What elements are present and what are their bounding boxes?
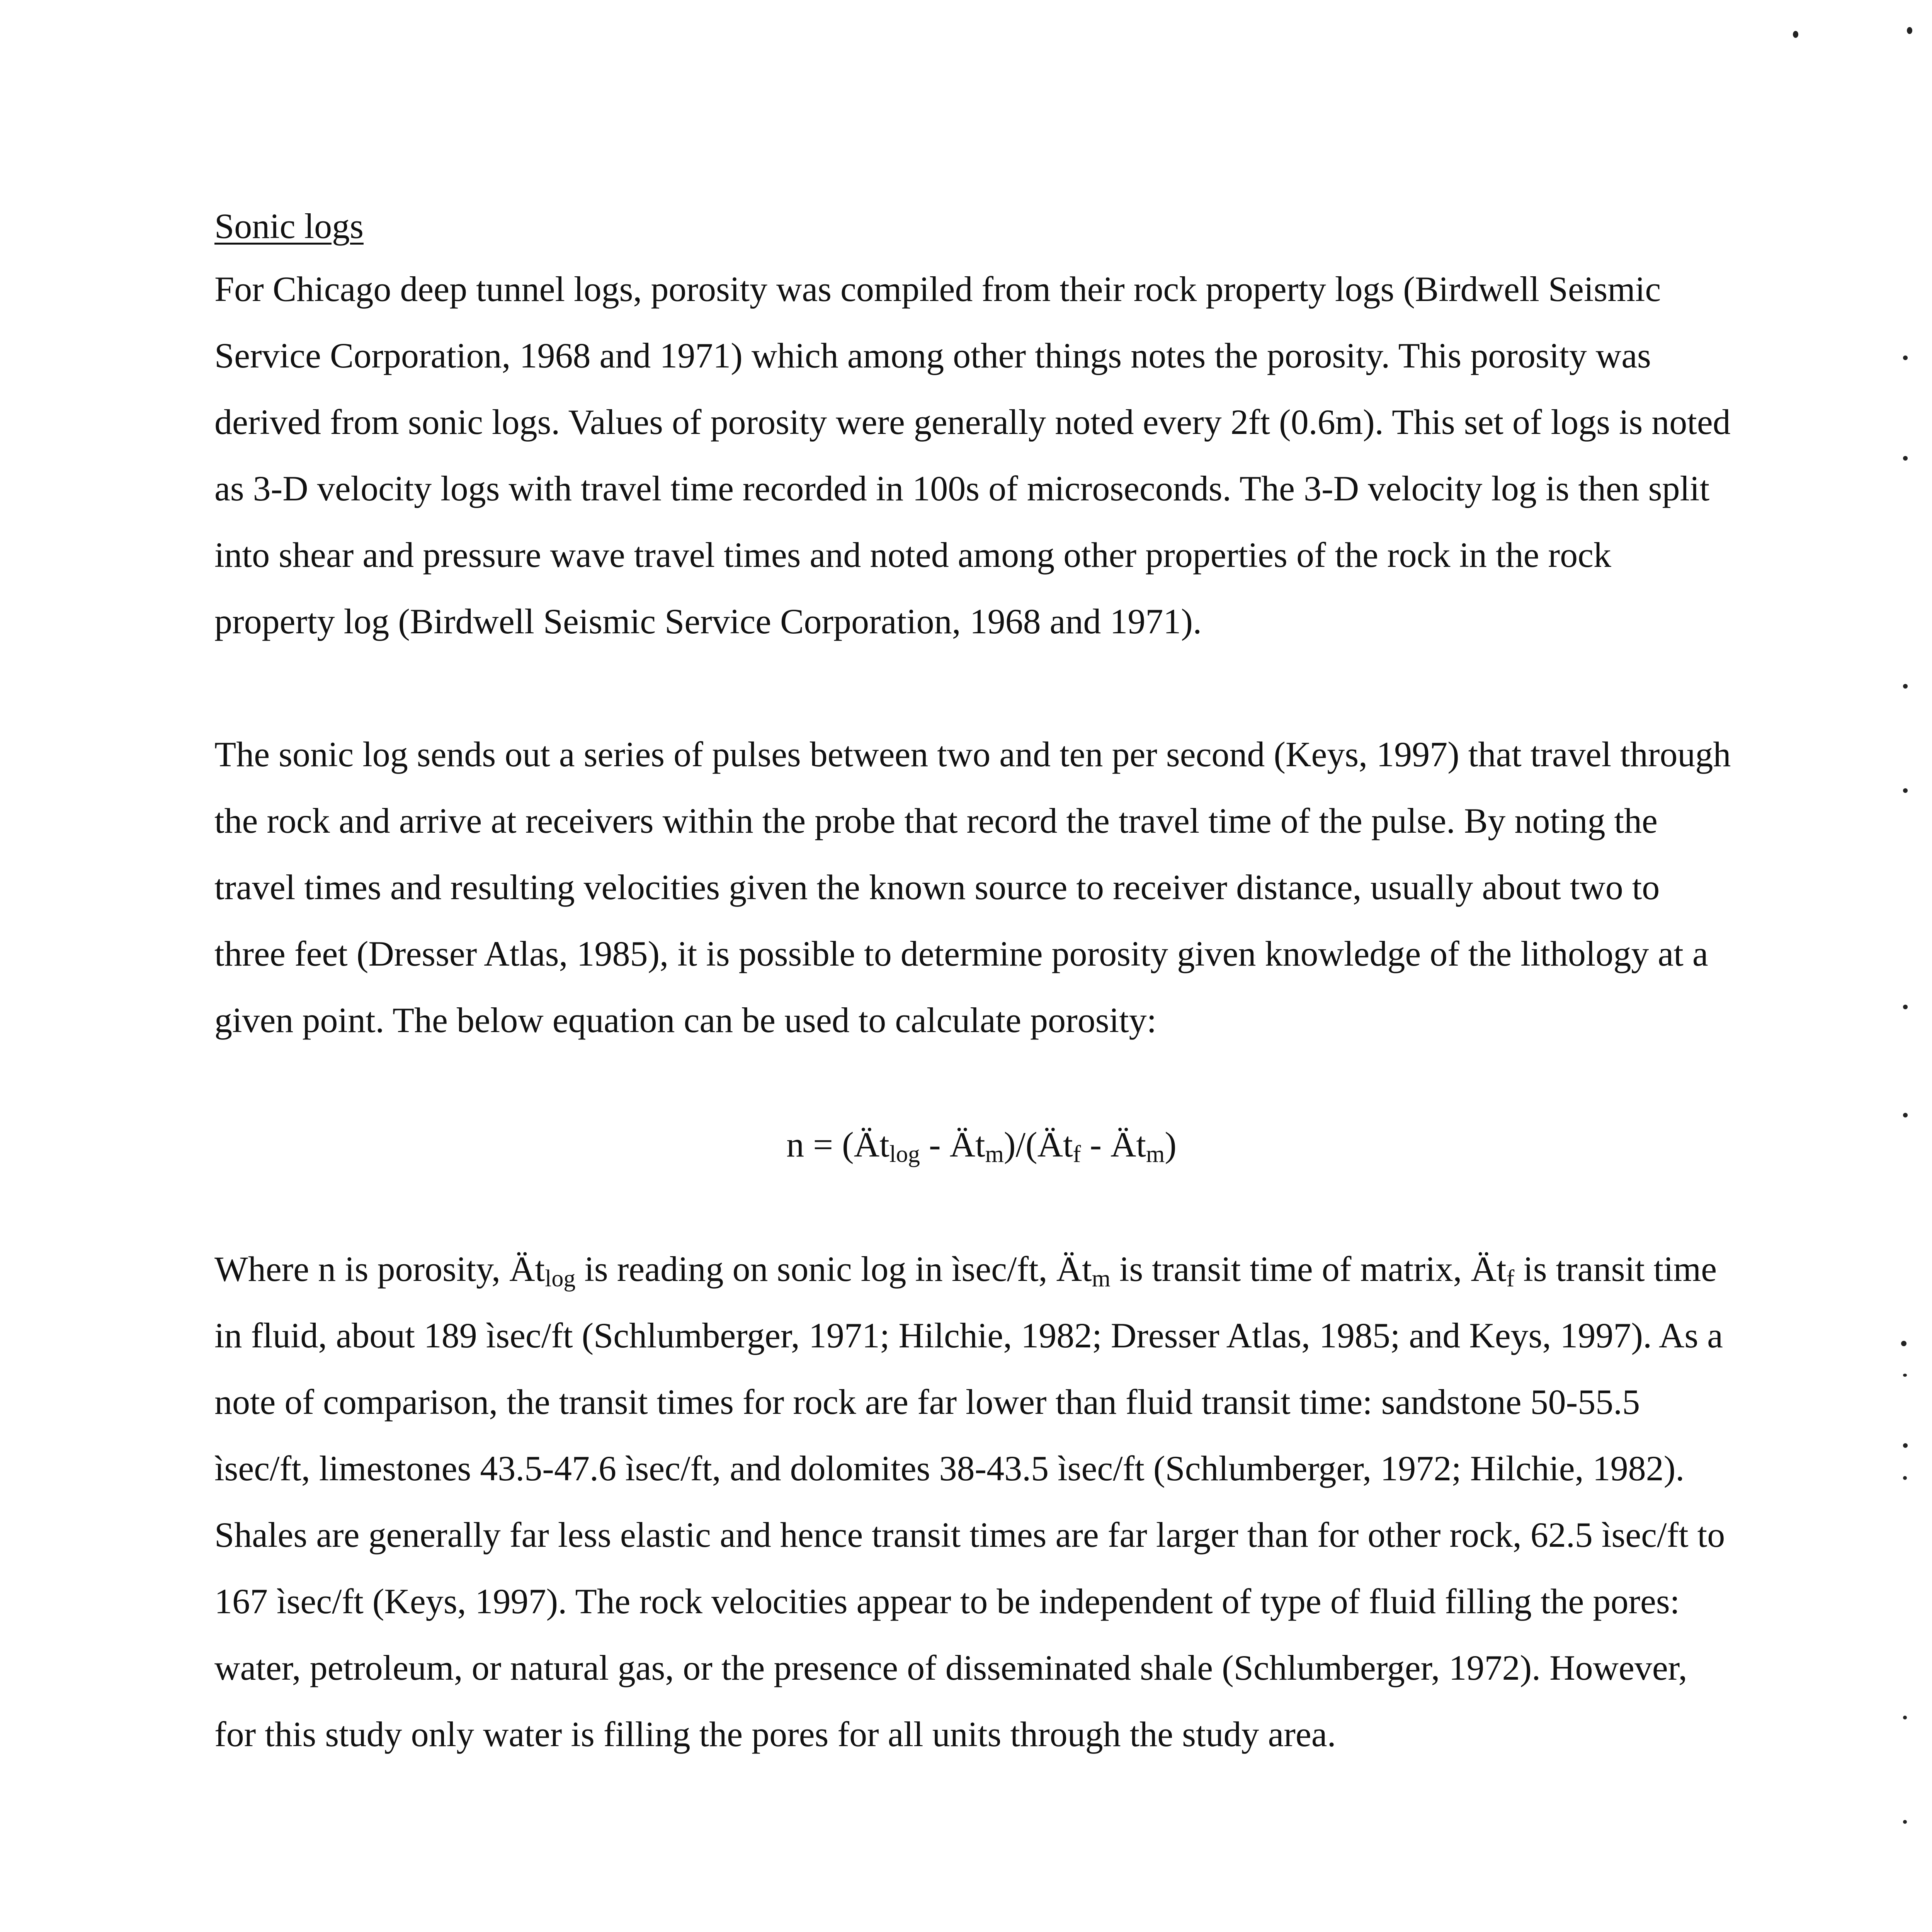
section-heading: Sonic logs [214,206,364,246]
scan-speck [1903,1005,1908,1009]
paragraph-sonic-log-pulses: The sonic log sends out a series of pulses between two and ten per second (Keys, 1997) that travel through the rock and arrive at receivers within the probe that record the travel time of the pulse. By noting the travel times and resulting velocities given the known source to receiver distance, usually about two to three feet (Dresser Atlas, 1985), it is possible to determine porosity given knowledge of the lithology at a given point. The below equation can be used to calculate porosity: [214,735,1731,1040]
scan-speck [1903,1374,1907,1377]
scan-speck [1903,1476,1907,1480]
scan-speck [1903,788,1908,793]
scan-speck [1793,31,1798,38]
scan-speck [1903,684,1908,689]
scan-speck [1903,1443,1908,1448]
scan-speck [1907,27,1912,34]
paragraph-chicago-logs: For Chicago deep tunnel logs, porosity was compiled from their rock property logs (Birdwell Seismic Service Corporation, 1968 and 1971) which among other things notes the porosity. This porosity was derived from sonic logs. Values of porosity were generally noted every 2ft (0.6m). This set of logs is noted as 3-D velocity logs with travel time recorded in 100s of microseconds. The 3-D velocity log is then split into shear and pressure wave travel times and noted among other properties of the rock in the rock property log (Birdwell Seismic Service Corporation, 1968 and 1971). [214,269,1731,641]
scan-speck [1903,355,1908,360]
paragraph-equation-explanation: Where n is porosity, $Ät_{log}$ is reading on sonic log in ìsec/ft, $Ät_m$ is transit time of matrix, $Ät_f$ is transit time in fluid, about 189 ìsec/ft (Schlumberger, 1971; Hilchie, 1982; Dresser Atlas, 1985; and Keys, 1997). As a note of comparison, the transit times for rock are far lower than fluid transit time: sandstone 50-55.5 ìsec/ft, limestones 43.5-47.6 ìsec/ft, and dolomites 38-43.5 ìsec/ft (Schlumberger, 1972; Hilchie, 1982). Shales are generally far less elastic and hence transit times are far larger than for other rock, 62.5 ìsec/ft to 167 ìsec/ft (Keys, 1997). The rock velocities appear to be independent of type of fluid filling the pores: water, petroleum, or natural gas, or the presence of disseminated shale (Schlumberger, 1972). However, for this study only water is filling the pores for all units through the study area. [214,1249,1725,1754]
scan-speck [1901,1341,1906,1346]
scan-speck [1903,1113,1908,1117]
scan-speck [1903,456,1908,461]
scan-speck [1903,1820,1907,1824]
page-body [214,201,1733,1767]
scan-speck [1903,1716,1907,1719]
porosity-equation: $n = (Ät_{log}$ - $Ät_m)/(Ät_f$ - $Ät_m$) [786,1125,1177,1167]
